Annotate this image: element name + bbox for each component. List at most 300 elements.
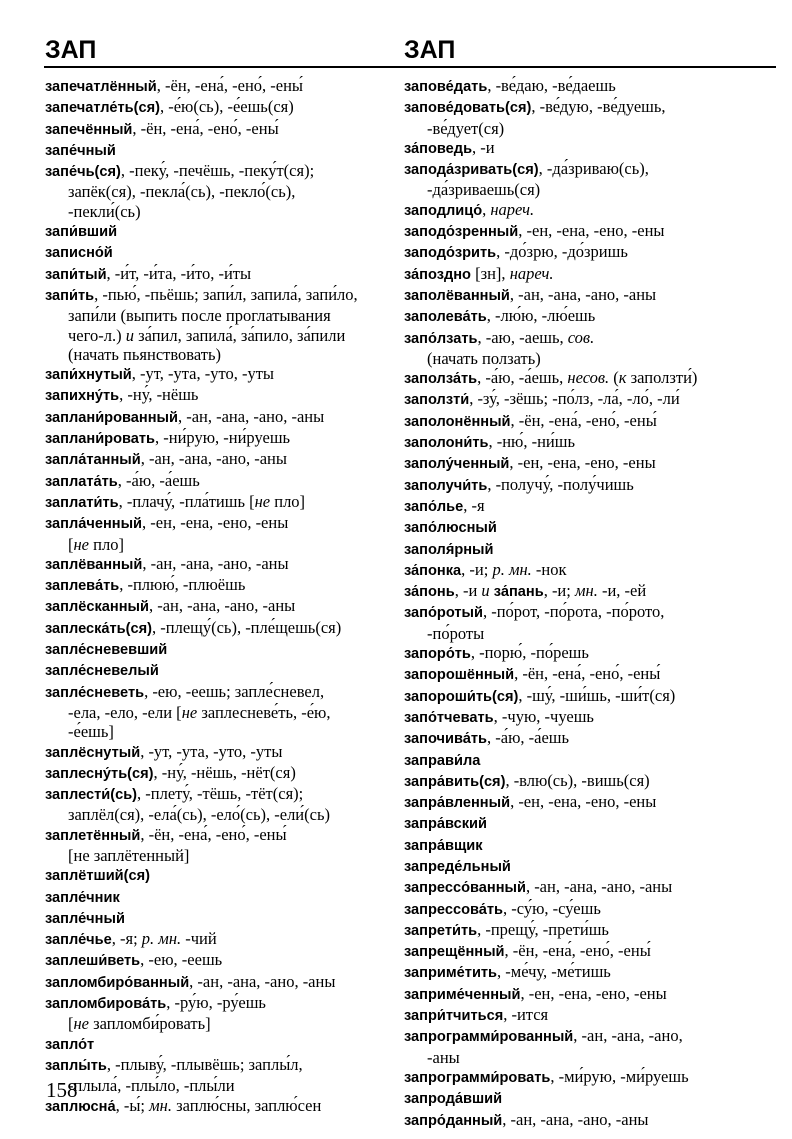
grammar-note: не xyxy=(254,491,271,511)
entry-continuation-line xyxy=(404,1048,776,1067)
entry-text: , -пью́, -пьёшь; запи́л, запила́, запи́ло, xyxy=(94,284,358,304)
entry-text: , -ни́рую, -ни́руешь xyxy=(155,428,291,448)
entry-line xyxy=(45,784,395,805)
headword: заприме́ченный xyxy=(404,986,521,1003)
entry-line xyxy=(404,411,776,432)
headword: запи́хнутый xyxy=(45,367,132,384)
dictionary-entry xyxy=(404,368,776,389)
headword: запо́ротый xyxy=(404,605,483,622)
dictionary-entry xyxy=(404,432,776,453)
dictionary-entry xyxy=(404,285,776,306)
headword: за́поведь xyxy=(404,140,473,157)
entry-line xyxy=(45,596,395,617)
dictionary-entry xyxy=(404,899,776,920)
entry-line xyxy=(45,742,395,763)
entry-line xyxy=(404,264,776,285)
headword: заправи́ла xyxy=(404,752,481,769)
dictionary-entry xyxy=(45,285,395,364)
grammar-note: не xyxy=(73,534,90,554)
entry-line xyxy=(45,972,395,993)
entry-text: , -прещу́, -прети́шь xyxy=(477,919,609,939)
entry-text: за́пил, запила́, за́пило, за́пили xyxy=(133,325,346,345)
entry-text: (начать ползать) xyxy=(427,348,541,368)
entry-text: , -а́ю, -а́ешь xyxy=(487,728,570,748)
headword: запри́тчиться xyxy=(404,1008,504,1025)
entry-line xyxy=(45,140,395,161)
headword: запломбиро́ванный xyxy=(45,974,190,991)
entry-text: , -ён, -ена́, -ено́, -ены́ xyxy=(510,410,657,430)
entry-text: , -ве́дую, -ве́дуешь, xyxy=(531,97,666,117)
dictionary-entry xyxy=(404,200,776,221)
page-number: 158 xyxy=(46,1078,78,1102)
entry-line xyxy=(404,984,776,1005)
dictionary-entry xyxy=(404,517,776,538)
headword: запле́сневелый xyxy=(45,663,159,680)
entry-continuation-line xyxy=(45,202,395,221)
entry-line xyxy=(45,221,395,242)
dictionary-entry xyxy=(45,242,395,263)
dictionary-entry xyxy=(45,1034,395,1055)
dictionary-entry xyxy=(404,920,776,941)
headword: запо́люсный xyxy=(404,520,497,537)
entry-text: , -плачу́, -пла́тишь [ xyxy=(118,491,255,511)
entry-line xyxy=(404,138,776,159)
dictionary-entry xyxy=(45,825,395,866)
entry-text: запломби́ровать] xyxy=(89,1014,211,1034)
dictionary-entry xyxy=(45,575,395,596)
entry-text: , xyxy=(482,199,491,219)
entry-text: -аны xyxy=(427,1047,460,1067)
entry-line xyxy=(404,1005,776,1026)
entry-text: пло] xyxy=(89,534,124,554)
dictionary-entry xyxy=(404,159,776,200)
entry-text: , -ею, -еешь; запле́сневел, xyxy=(144,681,325,701)
entry-text: заползти́) xyxy=(626,368,698,388)
entry-text: , -по́рот, -по́рота, -по́рото, xyxy=(482,602,665,622)
headword: запрещённый xyxy=(404,944,505,961)
entry-text: , -ан, -ана, -ано, xyxy=(573,1026,683,1046)
headword: заполу́ченный xyxy=(404,456,510,473)
header-rule xyxy=(44,66,776,68)
entry-line xyxy=(45,908,395,929)
entry-text: пло] xyxy=(270,491,306,511)
headword: запро́данный xyxy=(404,1112,503,1129)
entry-line xyxy=(404,728,776,749)
dictionary-entry xyxy=(45,1055,395,1096)
entry-text: , -ну́, -нёшь xyxy=(119,385,199,405)
entry-line xyxy=(45,993,395,1014)
entry-text: , -я; xyxy=(111,929,142,949)
entry-line xyxy=(404,496,776,517)
entry-line xyxy=(404,1110,776,1131)
entry-text: запи́ли (выпить после проглатывания xyxy=(68,306,331,326)
entry-line xyxy=(404,159,776,180)
entry-text: , -ится xyxy=(503,1005,549,1025)
entry-line xyxy=(45,865,395,886)
headword: заплетённый xyxy=(45,827,141,844)
headword: за́понка xyxy=(404,562,462,579)
entry-line xyxy=(404,539,776,560)
entry-line xyxy=(45,1096,395,1117)
entry-line xyxy=(404,602,776,623)
dictionary-entry xyxy=(404,728,776,749)
dictionary-entry xyxy=(45,161,395,221)
headword: запоро́ть xyxy=(404,646,471,663)
dictionary-entry xyxy=(45,660,395,681)
headword: за́пань xyxy=(493,584,544,601)
dictionary-entry xyxy=(404,941,776,962)
dictionary-entry xyxy=(45,385,395,406)
entry-line xyxy=(45,242,395,263)
entry-line xyxy=(404,856,776,877)
entry-text: -пекли́(сь) xyxy=(68,201,141,221)
entry-text: -и, -ей xyxy=(597,581,647,601)
entry-text: -да́зриваешь(ся) xyxy=(427,180,541,200)
entry-line xyxy=(404,686,776,707)
dictionary-entry xyxy=(45,554,395,575)
headword: заподо́зренный xyxy=(404,224,519,241)
entry-line xyxy=(45,1034,395,1055)
entry-line xyxy=(404,517,776,538)
headword: заполева́ть xyxy=(404,309,487,326)
entry-text: , -влю(сь), -вишь(ся) xyxy=(505,770,650,790)
dictionary-entry xyxy=(45,471,395,492)
headword: запле́чник xyxy=(45,889,120,906)
entry-line xyxy=(404,877,776,898)
dictionary-entry xyxy=(404,643,776,664)
dictionary-entry xyxy=(45,865,395,886)
entry-line xyxy=(45,660,395,681)
headword: запи́ть xyxy=(45,287,95,304)
entry-line xyxy=(45,385,395,406)
headword: заплёсканный xyxy=(45,599,149,616)
entry-line xyxy=(404,285,776,306)
grammar-note: р. мн. xyxy=(141,929,182,949)
headword: запло́т xyxy=(45,1036,95,1053)
headword: запи́вший xyxy=(45,224,118,241)
entry-text: , -и xyxy=(454,581,482,601)
headword: запечённый xyxy=(45,121,133,138)
entry-text: , -ан, -ана, -ано, -аны xyxy=(148,596,296,616)
entry-line xyxy=(45,887,395,908)
entry-line xyxy=(404,941,776,962)
dictionary-column-left xyxy=(45,76,395,1117)
entry-text: , -ут, -ута, -уто, -уты xyxy=(140,741,283,761)
entry-text: , -получу́, -полу́чишь xyxy=(487,474,634,494)
entry-text: , -и́т, -и́та, -и́то, -и́ты xyxy=(106,263,252,283)
entry-text: , -зу́, -зёшь; -по́лз, -ла́, -ло́, -ли́ xyxy=(469,389,680,409)
entry-text: , -ме́чу, -ме́тишь xyxy=(497,962,611,982)
headword: запорошённый xyxy=(404,667,515,684)
entry-text: , -плюю́, -плюёшь xyxy=(119,575,246,595)
dictionary-entry xyxy=(45,993,395,1034)
headword: запе́чь(ся) xyxy=(45,164,121,181)
dictionary-entry xyxy=(404,664,776,685)
dictionary-entry xyxy=(404,560,776,581)
entry-line xyxy=(404,475,776,496)
entry-line xyxy=(404,242,776,263)
dictionary-entry xyxy=(45,140,395,161)
entry-text: , -плещу́(сь), -пле́щешь(ся) xyxy=(152,617,342,637)
entry-text: , -ан, -ана, -ано, -аны xyxy=(525,877,673,897)
dictionary-entry xyxy=(404,496,776,517)
entry-line xyxy=(404,453,776,474)
entry-text: , -ен, -ена, -ено, -ены xyxy=(520,983,667,1003)
headword: запе́чный xyxy=(45,142,116,159)
headword: заползти́ xyxy=(404,392,470,409)
headword: запра́вский xyxy=(404,816,487,833)
entry-text: , -пеку́, -печёшь, -пеку́т(ся); xyxy=(120,161,315,181)
entry-line xyxy=(45,929,395,950)
entry-text: запёк(ся), -пекла́(сь), -пекло́(сь), xyxy=(68,182,296,202)
grammar-note: и xyxy=(125,325,134,345)
dictionary-entry xyxy=(45,364,395,385)
grammar-note: сов. xyxy=(567,327,595,347)
grammar-note: не xyxy=(73,1014,90,1034)
entry-line xyxy=(404,306,776,327)
headword: запо́лзать xyxy=(404,330,478,347)
entry-continuation-line xyxy=(45,1014,395,1033)
dictionary-entry xyxy=(404,707,776,728)
entry-text: , -ен, -ена, -ено, -ены xyxy=(510,792,657,812)
headword: заплесну́ть(ся) xyxy=(45,765,154,782)
dictionary-entry xyxy=(45,763,395,784)
entry-line xyxy=(45,513,395,534)
entry-text: -ела, -ело, -ели [ xyxy=(68,702,182,722)
entry-text: , -ан, -ана, -ано, -аны xyxy=(142,553,289,573)
entry-continuation-line xyxy=(45,535,395,554)
grammar-note: и xyxy=(481,581,490,601)
entry-line xyxy=(45,639,395,660)
entry-text: [ xyxy=(68,534,74,554)
dictionary-entry xyxy=(404,138,776,159)
entry-text: , -ру́ю, -ру́ешь xyxy=(166,993,266,1013)
dictionary-entry xyxy=(45,428,395,449)
dictionary-entry xyxy=(45,449,395,470)
entry-text: чего-л.) xyxy=(68,325,126,345)
entry-text: , -лю́ю, -лю́ешь xyxy=(486,306,596,326)
dictionary-entry xyxy=(404,328,776,369)
dictionary-entry xyxy=(404,962,776,983)
headword: заполза́ть xyxy=(404,371,478,388)
headword: заплёванный xyxy=(45,556,143,573)
entry-text: , -ён, -ена́, -ено́, -ены́ xyxy=(140,824,287,844)
headword: запле́чье xyxy=(45,932,112,949)
dictionary-entry xyxy=(45,407,395,428)
headword: запрессова́ть xyxy=(404,901,503,918)
entry-line xyxy=(45,1055,395,1076)
headword: запреде́льный xyxy=(404,858,511,875)
grammar-note: р. мн. xyxy=(492,559,532,579)
entry-text: , -а́ю, -а́ешь, xyxy=(477,368,568,388)
entry-line xyxy=(45,471,395,492)
entry-line xyxy=(404,792,776,813)
headword: запове́дать xyxy=(404,79,488,95)
dictionary-entry xyxy=(45,492,395,513)
entry-text: [ xyxy=(68,1014,74,1034)
entry-text: , -ню́, -ни́шь xyxy=(488,432,575,452)
entry-line xyxy=(404,920,776,941)
entry-text: , -да́зриваю(сь), xyxy=(538,159,649,179)
grammar-note: мн. xyxy=(149,1095,172,1115)
grammar-note: к xyxy=(618,368,627,388)
headword: запечатлённый xyxy=(45,79,157,95)
headword: заплы́ть xyxy=(45,1057,107,1074)
entry-line xyxy=(45,950,395,971)
headword: заподлицо́ xyxy=(404,202,483,219)
dictionary-entry xyxy=(404,221,776,242)
entry-line xyxy=(45,119,395,140)
entry-continuation-line xyxy=(45,1076,395,1095)
entry-text: , -и; xyxy=(461,559,493,579)
entry-line xyxy=(45,364,395,385)
entry-text: , -чую, -чуешь xyxy=(493,706,594,726)
headword: запла́ченный xyxy=(45,516,143,533)
headword: заполёванный xyxy=(404,287,510,304)
entry-text: -ве́дует(ся) xyxy=(427,118,505,138)
entry-text: -плыла́, -плы́ло, -плы́ли xyxy=(68,1076,235,1096)
entry-text: , -ми́рую, -ми́руешь xyxy=(550,1066,689,1086)
entry-line xyxy=(45,97,395,118)
entry-text: , -ен, -ена, -ено, -ены xyxy=(518,221,665,241)
entry-text: , -ве́даю, -ве́даешь xyxy=(487,76,616,95)
entry-continuation-line xyxy=(45,326,395,345)
grammar-note: не xyxy=(181,702,198,722)
headword: заполучи́ть xyxy=(404,477,488,494)
headword: за́понь xyxy=(404,584,455,601)
entry-text: -нок xyxy=(531,559,567,579)
headword: заплати́ть xyxy=(45,494,119,511)
entry-text: , -порю́, -по́решь xyxy=(470,643,589,663)
headword: заплеска́ть(ся) xyxy=(45,620,153,637)
entry-text: заплёл(ся), -ела́(сь), -ело́(сь), -ели́(сь) xyxy=(68,805,330,825)
dictionary-entry xyxy=(45,1096,395,1117)
entry-text: , -ён, -ена́, -ено́, -ены́ xyxy=(156,76,304,95)
entry-line xyxy=(45,161,395,182)
headword: заплюсна́ xyxy=(45,1098,116,1115)
dictionary-entry xyxy=(45,682,395,742)
entry-text: , -ен, -ена, -ено, -ены xyxy=(142,513,289,533)
entry-text: , -ан, -ана, -ано, -аны xyxy=(140,449,287,469)
dictionary-entry xyxy=(45,929,395,950)
headword: заполонённый xyxy=(404,413,511,430)
entry-line xyxy=(404,750,776,771)
entry-text: , -а́ю, -а́ешь xyxy=(117,470,200,490)
dictionary-entry xyxy=(404,750,776,771)
entry-text: , -плету́, -тёшь, -тёт(ся); xyxy=(137,784,304,804)
headword: запле́чный xyxy=(45,910,125,927)
dictionary-entry xyxy=(45,97,395,118)
headword: запрессо́ванный xyxy=(404,880,526,897)
entry-text: , -шу́, -ши́шь, -ши́т(ся) xyxy=(518,685,676,705)
entry-text: , -ан, -ана, -ано, -аны xyxy=(177,406,325,426)
entry-text: (начать пьянствовать) xyxy=(68,344,221,364)
running-header-left: ЗАП xyxy=(45,36,97,64)
entry-text: , -аю, -аешь, xyxy=(477,327,568,347)
entry-line xyxy=(404,581,776,602)
dictionary-entry xyxy=(45,742,395,763)
entry-text: заплю́сны, заплю́сен xyxy=(171,1095,322,1115)
dictionary-entry xyxy=(404,1026,776,1067)
dictionary-entry xyxy=(45,76,395,97)
headword: заплеши́веть xyxy=(45,953,141,970)
entry-line xyxy=(45,618,395,639)
grammar-note: нареч. xyxy=(509,263,554,283)
headword: запрети́ть xyxy=(404,922,478,939)
dictionary-entry xyxy=(404,813,776,834)
headword: заплева́ть xyxy=(45,578,120,595)
entry-line xyxy=(45,492,395,513)
entry-line xyxy=(404,76,776,97)
entry-line xyxy=(45,682,395,703)
dictionary-entry xyxy=(404,97,776,138)
entry-line xyxy=(404,771,776,792)
dictionary-entry xyxy=(404,264,776,285)
dictionary-entry xyxy=(404,1005,776,1026)
headword: заплётший(ся) xyxy=(45,868,150,885)
entry-text: заплесневе́ть, -е́ю, xyxy=(197,702,331,722)
headword: заприме́тить xyxy=(404,965,498,982)
headword: запрода́вший xyxy=(404,1091,503,1108)
entry-text: -чий xyxy=(181,929,217,949)
headword: записно́й xyxy=(45,245,113,262)
headword: запрограмми́ровать xyxy=(404,1069,551,1086)
entry-text: -по́роты xyxy=(427,623,485,643)
entry-text: [зн], xyxy=(470,263,510,283)
dictionary-entry xyxy=(404,984,776,1005)
entry-text: ( xyxy=(609,368,619,388)
dictionary-entry xyxy=(404,1088,776,1109)
entry-text: , -ы́; xyxy=(115,1095,150,1115)
entry-text: , -ею, -еешь xyxy=(140,950,223,970)
entry-line xyxy=(404,389,776,410)
headword: заплата́ть xyxy=(45,473,118,490)
entry-continuation-line xyxy=(45,722,395,741)
headword: запи́тый xyxy=(45,266,107,283)
headword: запороши́ть(ся) xyxy=(404,688,519,705)
headword: заполони́ть xyxy=(404,435,489,452)
grammar-note: нареч. xyxy=(490,199,535,219)
dictionary-entry xyxy=(404,453,776,474)
entry-line xyxy=(404,368,776,389)
dictionary-entry xyxy=(45,221,395,242)
headword: започива́ть xyxy=(404,731,488,748)
entry-continuation-line xyxy=(45,703,395,722)
entry-continuation-line xyxy=(404,349,776,368)
headword: запода́зривать(ся) xyxy=(404,162,539,179)
dictionary-entry xyxy=(404,389,776,410)
dictionary-entry xyxy=(404,792,776,813)
dictionary-entry xyxy=(45,618,395,639)
entry-text: , -ён, -ена́, -ено́, -ены́ xyxy=(132,118,279,138)
headword: заполя́рный xyxy=(404,541,494,558)
entry-continuation-line xyxy=(404,119,776,138)
headword: заплани́рованный xyxy=(45,409,178,426)
entry-line xyxy=(45,76,395,97)
entry-continuation-line xyxy=(45,306,395,325)
headword: заподо́зрить xyxy=(404,245,497,262)
headword: запове́довать(ся) xyxy=(404,100,532,117)
dictionary-entry xyxy=(45,887,395,908)
dictionary-entry xyxy=(45,908,395,929)
headword: заплести́(сь) xyxy=(45,787,138,804)
entry-line xyxy=(45,407,395,428)
entry-line xyxy=(45,449,395,470)
entry-text: , -ан, -ана, -ано, -аны xyxy=(509,284,657,304)
entry-line xyxy=(404,97,776,118)
entry-line xyxy=(45,264,395,285)
entry-continuation-line xyxy=(404,624,776,643)
